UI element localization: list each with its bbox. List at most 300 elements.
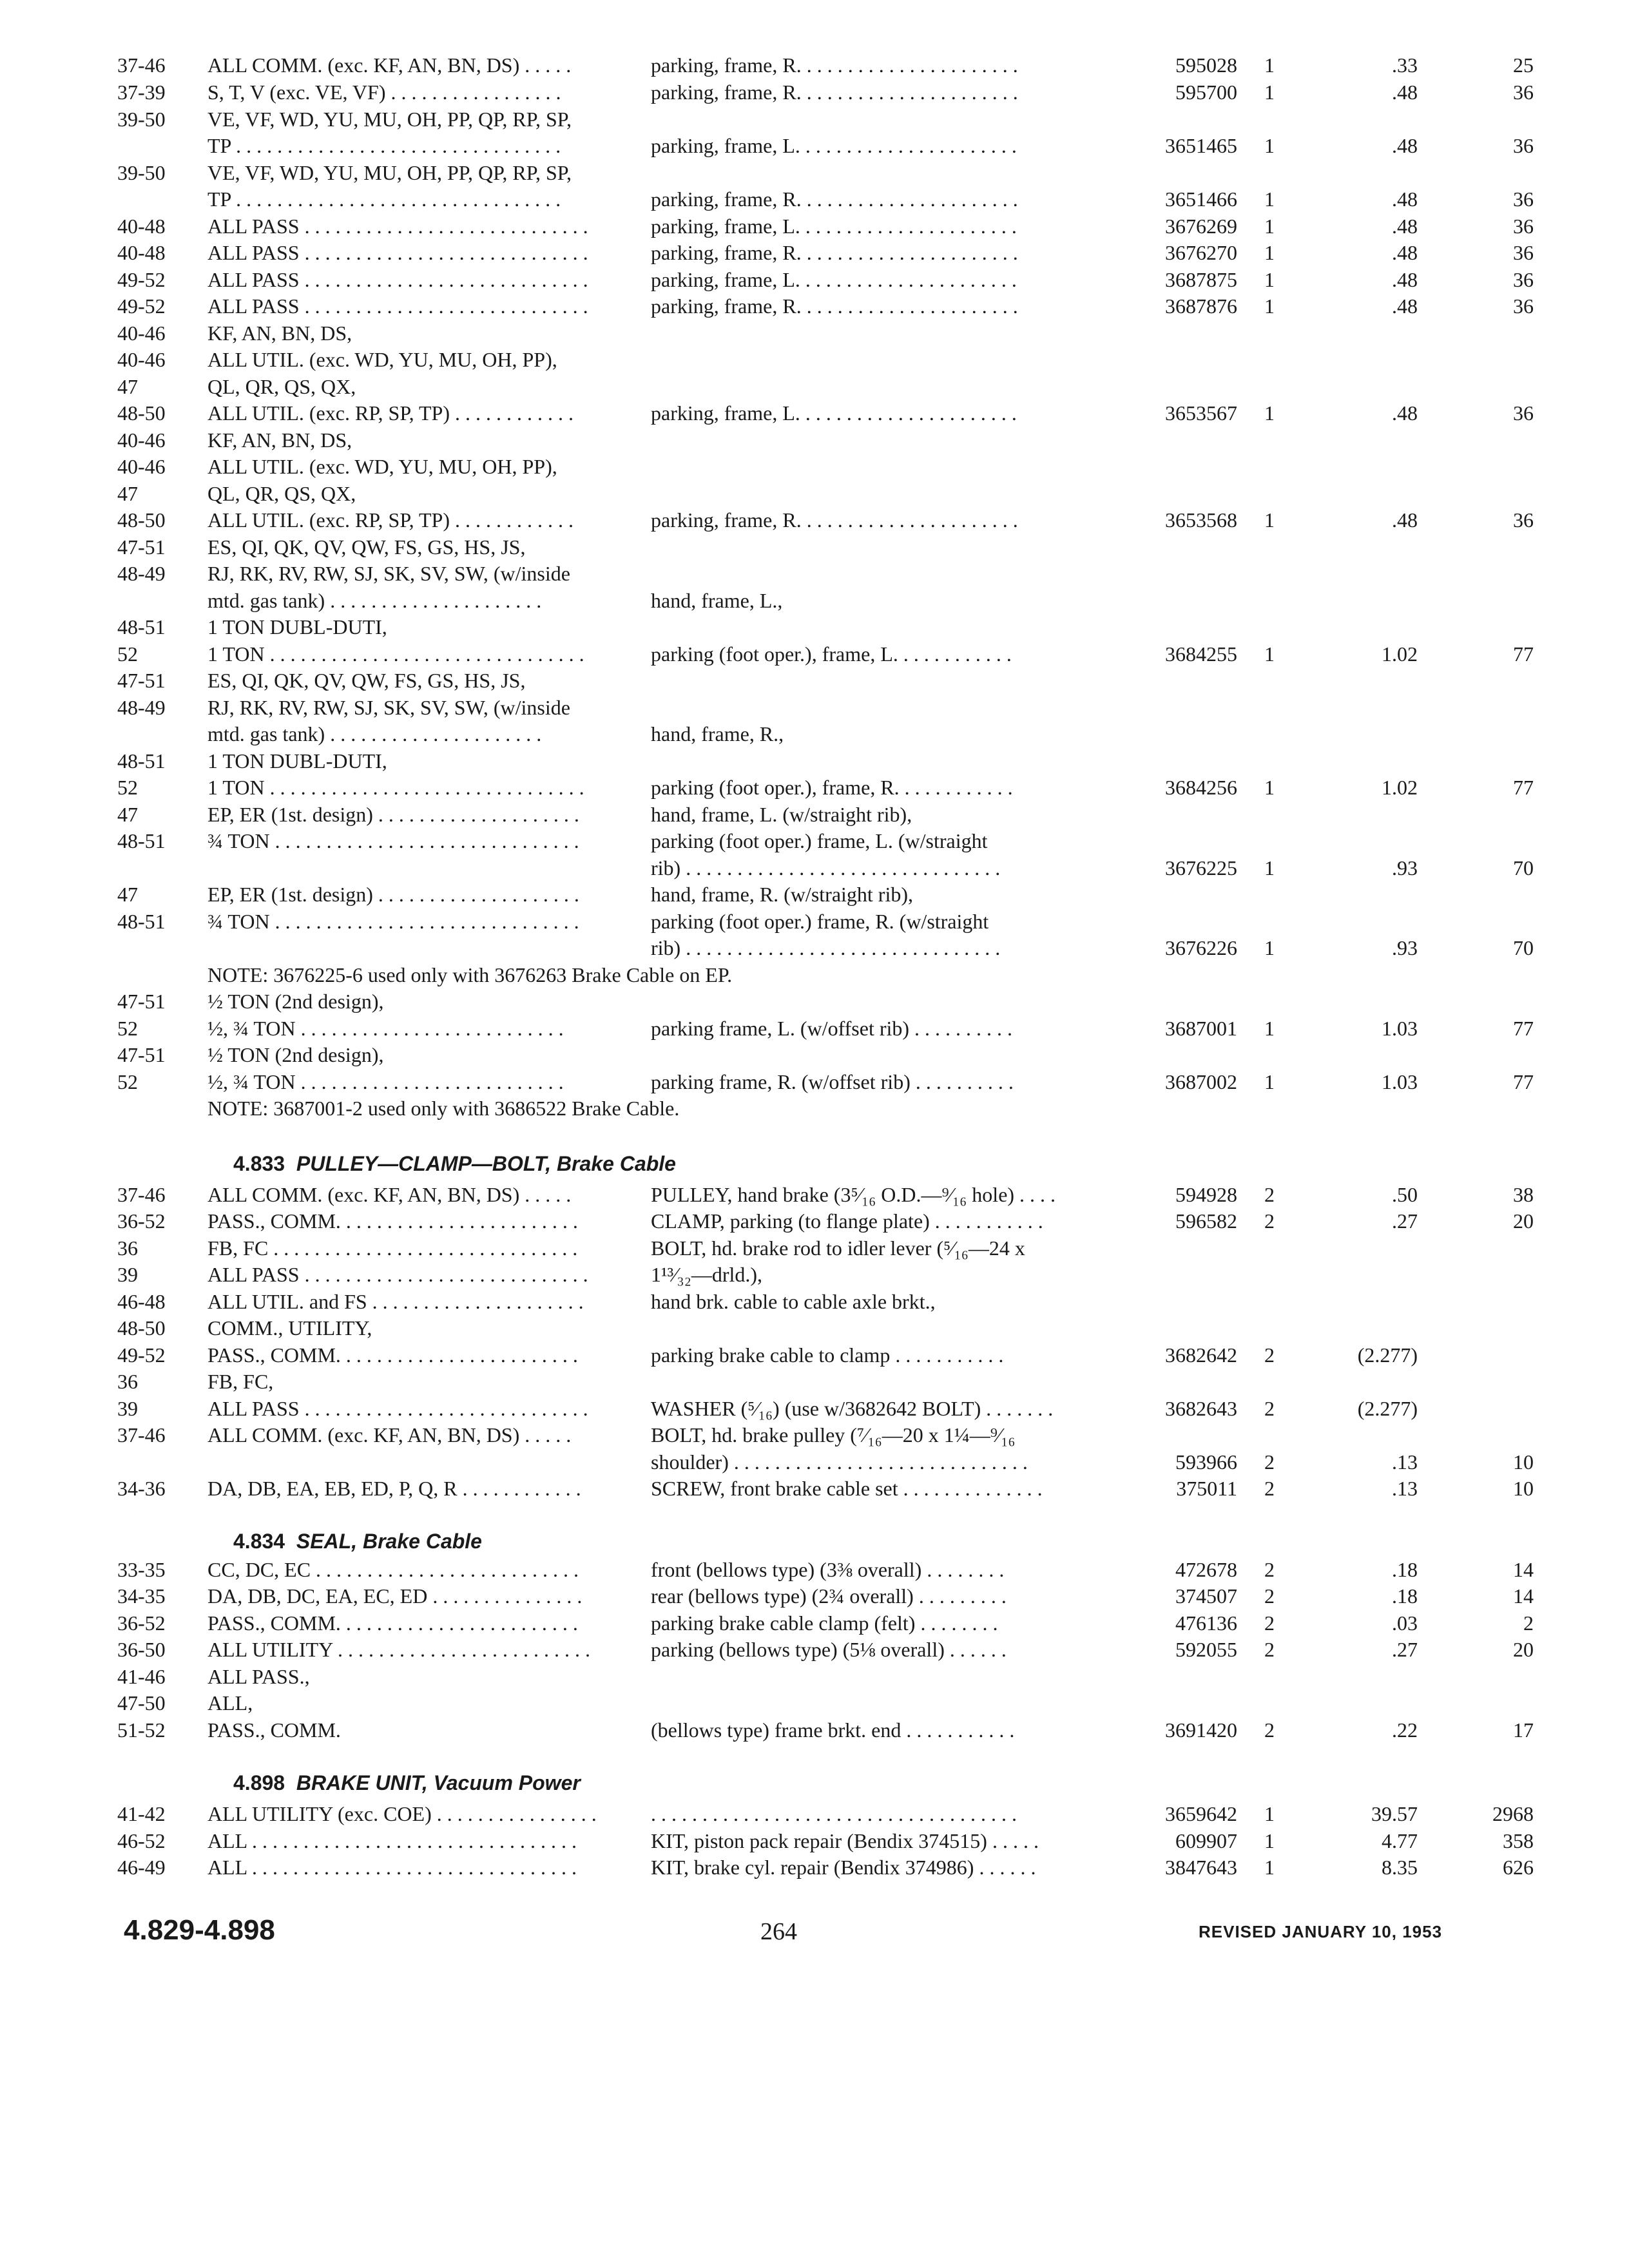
section-number: 4.898 (233, 1771, 285, 1794)
year-range: 47-51 (117, 669, 166, 692)
quantity: 1 (1264, 642, 1275, 666)
parts-row (0, 640, 1629, 668)
part-description: . . . . . . . . . . . . . . . . . . . . . . . . . . . . . . . . . . . . (651, 1802, 1017, 1825)
parts-row (0, 1261, 1629, 1288)
part-number: 3653567 (1165, 401, 1237, 425)
price: .13 (1392, 1450, 1418, 1474)
parts-row (0, 747, 1629, 774)
parts-row (0, 694, 1629, 721)
note-text: NOTE: 3687001-2 used only with 3686522 Brake Cable. (207, 1097, 680, 1120)
year-range: 48-51 (117, 615, 166, 639)
quantity: 2 (1264, 1397, 1275, 1420)
weight: 36 (1513, 134, 1534, 157)
price: 8.35 (1382, 1856, 1418, 1879)
price: .48 (1392, 508, 1418, 532)
parts-row (0, 720, 1629, 747)
model-applicability: 1 TON DUBL-DUTI, (207, 615, 387, 639)
model-applicability: ALL . . . . . . . . . . . . . . . . . . . . . . . . . . . . . . . . (207, 1829, 577, 1852)
model-applicability: 1 TON DUBL-DUTI, (207, 749, 387, 773)
parts-row (0, 1636, 1629, 1663)
price: .50 (1392, 1183, 1418, 1206)
weight: 626 (1503, 1856, 1534, 1879)
parts-row (0, 587, 1629, 614)
year-range: 48-51 (117, 749, 166, 773)
part-number: 3691420 (1165, 1718, 1237, 1742)
year-range: 48-49 (117, 696, 166, 719)
year-range: 52 (117, 1070, 138, 1093)
parts-row (0, 1041, 1629, 1068)
year-range: 48-51 (117, 910, 166, 933)
note-row (0, 1095, 1629, 1122)
price: 1.02 (1382, 642, 1418, 666)
parts-row (0, 774, 1629, 801)
parts-row (0, 1314, 1629, 1341)
year-range: 47 (117, 883, 138, 906)
part-number: 3682643 (1165, 1397, 1237, 1420)
section-heading (233, 1149, 676, 1178)
model-applicability: FB, FC . . . . . . . . . . . . . . . . . . . . . . . . . . . . . . (207, 1236, 578, 1260)
year-range: 36-52 (117, 1611, 166, 1635)
section-number: 4.834 (233, 1530, 285, 1553)
part-number: 476136 (1175, 1611, 1237, 1635)
part-number: 3687001 (1165, 1017, 1237, 1040)
quantity: 1 (1264, 268, 1275, 291)
parts-row (0, 320, 1629, 347)
parts-row (0, 881, 1629, 908)
year-range: 36 (117, 1236, 138, 1260)
year-range: 39-50 (117, 108, 166, 131)
price: .48 (1392, 241, 1418, 264)
part-description: parking, frame, R. . . . . . . . . . . . . . . . . . . . . . (651, 294, 1018, 318)
weight: 20 (1513, 1209, 1534, 1233)
weight: 20 (1513, 1638, 1534, 1661)
weight: 36 (1513, 508, 1534, 532)
model-applicability: ALL PASS . . . . . . . . . . . . . . . . . . . . . . . . . . . . (207, 294, 588, 318)
part-description: KIT, piston pack repair (Bendix 374515) . . . . . (651, 1829, 1039, 1852)
model-applicability: KF, AN, BN, DS, (207, 428, 352, 452)
model-applicability: ALL UTILITY (exc. COE) . . . . . . . . . . . . . . . . (207, 1802, 597, 1825)
weight: 36 (1513, 241, 1534, 264)
part-number: 472678 (1175, 1558, 1237, 1581)
price: .93 (1392, 856, 1418, 879)
year-range: 40-48 (117, 215, 166, 238)
part-description: 1¹³⁄₃₂—drld.), (651, 1263, 763, 1286)
model-applicability: ½, ¾ TON . . . . . . . . . . . . . . . . . . . . . . . . . . (207, 1017, 564, 1040)
price: .48 (1392, 134, 1418, 157)
parts-row (0, 1395, 1629, 1422)
part-number: 3847643 (1165, 1856, 1237, 1879)
model-applicability: ½, ¾ TON . . . . . . . . . . . . . . . . . . . . . . . . . . (207, 1070, 564, 1093)
section-number: 4.833 (233, 1152, 285, 1175)
weight: 14 (1513, 1558, 1534, 1581)
parts-row (0, 1475, 1629, 1502)
quantity: 1 (1264, 1829, 1275, 1852)
section-title: BRAKE UNIT, Vacuum Power (296, 1771, 581, 1794)
model-applicability: QL, QR, QS, QX, (207, 375, 356, 398)
weight: 17 (1513, 1718, 1534, 1742)
part-number: 375011 (1176, 1477, 1237, 1500)
model-applicability: TP . . . . . . . . . . . . . . . . . . . . . . . . . . . . . . . . (207, 187, 561, 211)
price: .48 (1392, 81, 1418, 104)
year-range: 33-35 (117, 1558, 166, 1581)
model-applicability: EP, ER (1st. design) . . . . . . . . . . . . . . . . . . . . (207, 803, 579, 826)
model-applicability: PASS., COMM. . . . . . . . . . . . . . . . . . . . . . . . (207, 1343, 578, 1367)
quantity: 2 (1264, 1558, 1275, 1581)
parts-row (0, 1689, 1629, 1716)
quantity: 1 (1264, 53, 1275, 77)
year-range: 48-50 (117, 1316, 166, 1340)
parts-row (0, 827, 1629, 854)
price: 4.77 (1382, 1829, 1418, 1852)
part-number: 595700 (1175, 81, 1237, 104)
model-applicability: ALL PASS . . . . . . . . . . . . . . . . . . . . . . . . . . . . (207, 268, 588, 291)
year-range: 49-52 (117, 1343, 166, 1367)
quantity: 2 (1264, 1718, 1275, 1742)
quantity: 1 (1264, 294, 1275, 318)
part-number: 3653568 (1165, 508, 1237, 532)
model-applicability: ALL UTIL. (exc. WD, YU, MU, OH, PP), (207, 348, 557, 371)
model-applicability: 1 TON . . . . . . . . . . . . . . . . . . . . . . . . . . . . . . . (207, 642, 584, 666)
parts-row (0, 1368, 1629, 1395)
part-number: 3651465 (1165, 134, 1237, 157)
part-description: hand, frame, L., (651, 589, 783, 612)
quantity: 1 (1264, 1070, 1275, 1093)
model-applicability: VE, VF, WD, YU, MU, OH, PP, QP, RP, SP, (207, 108, 572, 131)
part-number: 3651466 (1165, 187, 1237, 211)
year-range: 46-49 (117, 1856, 166, 1879)
parts-row (0, 1854, 1629, 1881)
parts-row (0, 1068, 1629, 1095)
part-description: BOLT, hd. brake pulley (⁷⁄₁₆—20 x 1¼—⁹⁄₁₆ (651, 1423, 1016, 1446)
parts-row (0, 1610, 1629, 1637)
model-applicability: ALL PASS., (207, 1665, 310, 1688)
model-applicability: PASS., COMM. . . . . . . . . . . . . . . . . . . . . . . . (207, 1209, 578, 1233)
model-applicability: ALL, (207, 1691, 253, 1715)
price: 1.03 (1382, 1070, 1418, 1093)
quantity: 2 (1264, 1477, 1275, 1500)
model-applicability: DA, DB, EA, EB, ED, P, Q, R . . . . . . . . . . . . (207, 1477, 581, 1500)
quantity: 2 (1264, 1450, 1275, 1474)
weight: 77 (1513, 1017, 1534, 1040)
section-title: PULLEY—CLAMP—BOLT, Brake Cable (296, 1152, 676, 1175)
weight: 2 (1523, 1611, 1534, 1635)
part-number: 593966 (1175, 1450, 1237, 1474)
price: .93 (1392, 936, 1418, 959)
year-range: 48-50 (117, 401, 166, 425)
part-description: parking, frame, R. . . . . . . . . . . . . . . . . . . . . . (651, 53, 1018, 77)
parts-row (0, 480, 1629, 507)
year-range: 36-50 (117, 1638, 166, 1661)
parts-row (0, 1582, 1629, 1610)
section-heading (233, 1527, 482, 1555)
part-description: SCREW, front brake cable set . . . . . . . . . . . . . . (651, 1477, 1043, 1500)
parts-row (0, 1235, 1629, 1262)
model-applicability: COMM., UTILITY, (207, 1316, 372, 1340)
section-title: SEAL, Brake Cable (296, 1530, 482, 1553)
year-range: 52 (117, 642, 138, 666)
price: .33 (1392, 53, 1418, 77)
model-applicability: ALL PASS . . . . . . . . . . . . . . . . . . . . . . . . . . . . (207, 1397, 588, 1420)
part-description: parking, frame, R. . . . . . . . . . . . . . . . . . . . . . (651, 187, 1018, 211)
parts-row (0, 533, 1629, 561)
section-heading (233, 1769, 581, 1797)
parts-row (0, 1341, 1629, 1369)
price: .48 (1392, 401, 1418, 425)
parts-row (0, 52, 1629, 79)
price: (2.277) (1357, 1397, 1418, 1420)
revision-date: REVISED JANUARY 10, 1953 (1199, 1922, 1443, 1941)
model-applicability: DA, DB, DC, EA, EC, ED . . . . . . . . . . . . . . . (207, 1584, 583, 1608)
year-range: 40-46 (117, 428, 166, 452)
year-range: 41-42 (117, 1802, 166, 1825)
year-range: 39 (117, 1397, 138, 1420)
parts-row (0, 1015, 1629, 1042)
weight: 36 (1513, 187, 1534, 211)
parts-row (0, 1421, 1629, 1448)
part-description: parking brake cable to clamp . . . . . . . . . . . (651, 1343, 1004, 1367)
part-number: 374507 (1175, 1584, 1237, 1608)
quantity: 2 (1264, 1638, 1275, 1661)
quantity: 1 (1264, 1017, 1275, 1040)
parts-row (0, 373, 1629, 400)
parts-row (0, 1800, 1629, 1827)
model-applicability: ALL UTIL. and FS . . . . . . . . . . . . . . . . . . . . . (207, 1290, 584, 1313)
parts-row (0, 506, 1629, 533)
parts-row (0, 934, 1629, 961)
model-applicability: ALL PASS . . . . . . . . . . . . . . . . . . . . . . . . . . . . (207, 1263, 588, 1286)
part-description: front (bellows type) (3⅜ overall) . . . . . . . . (651, 1558, 1005, 1581)
parts-row (0, 427, 1629, 454)
model-applicability: ALL UTILITY . . . . . . . . . . . . . . . . . . . . . . . . . (207, 1638, 590, 1661)
part-number: 3659642 (1165, 1802, 1237, 1825)
year-range: 46-52 (117, 1829, 166, 1852)
weight: 36 (1513, 81, 1534, 104)
parts-row (0, 1448, 1629, 1475)
year-range: 36 (117, 1370, 138, 1393)
part-description: parking, frame, R. . . . . . . . . . . . . . . . . . . . . . (651, 81, 1018, 104)
weight: 10 (1513, 1450, 1534, 1474)
model-applicability: PASS., COMM. (207, 1718, 341, 1742)
parts-row (0, 667, 1629, 694)
weight: 70 (1513, 936, 1534, 959)
price: .18 (1392, 1584, 1418, 1608)
price: .03 (1392, 1611, 1418, 1635)
part-description: BOLT, hd. brake rod to idler lever (⁵⁄₁₆—24 x (651, 1236, 1025, 1260)
parts-row (0, 1181, 1629, 1208)
price: .27 (1392, 1638, 1418, 1661)
price: 39.57 (1371, 1802, 1418, 1825)
model-applicability: EP, ER (1st. design) . . . . . . . . . . . . . . . . . . . . (207, 883, 579, 906)
part-number: 3687875 (1165, 268, 1237, 291)
year-range: 47-51 (117, 1043, 166, 1066)
part-description: parking, frame, R. . . . . . . . . . . . . . . . . . . . . . (651, 508, 1018, 532)
year-range: 47 (117, 375, 138, 398)
model-applicability: TP . . . . . . . . . . . . . . . . . . . . . . . . . . . . . . . . (207, 134, 561, 157)
note-row (0, 961, 1629, 988)
year-range: 46-48 (117, 1290, 166, 1313)
year-range: 48-51 (117, 829, 166, 852)
price: 1.02 (1382, 776, 1418, 799)
weight: 36 (1513, 401, 1534, 425)
year-range: 36-52 (117, 1209, 166, 1233)
quantity: 2 (1264, 1343, 1275, 1367)
part-description: rear (bellows type) (2¾ overall) . . . . . . . . . (651, 1584, 1007, 1608)
page-number: 264 (760, 1918, 797, 1945)
part-description: parking (bellows type) (5⅛ overall) . . . . . . (651, 1638, 1007, 1661)
parts-row (0, 854, 1629, 881)
model-applicability: ALL COMM. (exc. KF, AN, BN, DS) . . . . . (207, 1183, 572, 1206)
part-description: KIT, brake cyl. repair (Bendix 374986) . . . . . . (651, 1856, 1036, 1879)
year-range: 47-51 (117, 990, 166, 1013)
weight: 77 (1513, 642, 1534, 666)
model-applicability: ES, QI, QK, QV, QW, FS, GS, HS, JS, (207, 535, 526, 559)
weight: 77 (1513, 776, 1534, 799)
year-range: 48-49 (117, 562, 166, 585)
model-applicability: CC, DC, EC . . . . . . . . . . . . . . . . . . . . . . . . . . (207, 1558, 579, 1581)
year-range: 37-46 (117, 1423, 166, 1446)
parts-row (0, 988, 1629, 1015)
year-range: 39-50 (117, 161, 166, 184)
year-range: 34-36 (117, 1477, 166, 1500)
year-range: 49-52 (117, 268, 166, 291)
model-applicability: ALL PASS . . . . . . . . . . . . . . . . . . . . . . . . . . . . (207, 215, 588, 238)
model-applicability: ALL UTIL. (exc. RP, SP, TP) . . . . . . . . . . . . (207, 508, 574, 532)
model-applicability: S, T, V (exc. VE, VF) . . . . . . . . . . . . . . . . . (207, 81, 561, 104)
quantity: 1 (1264, 1802, 1275, 1825)
weight: 2968 (1492, 1802, 1534, 1825)
parts-row (0, 1207, 1629, 1235)
year-range: 40-48 (117, 241, 166, 264)
year-range: 47 (117, 482, 138, 505)
part-number: 592055 (1175, 1638, 1237, 1661)
model-applicability: ALL COMM. (exc. KF, AN, BN, DS) . . . . . (207, 53, 572, 77)
part-number: 3687002 (1165, 1070, 1237, 1093)
model-applicability: ALL PASS . . . . . . . . . . . . . . . . . . . . . . . . . . . . (207, 241, 588, 264)
parts-row (0, 79, 1629, 106)
model-applicability: 1 TON . . . . . . . . . . . . . . . . . . . . . . . . . . . . . . . (207, 776, 584, 799)
part-number: 594928 (1175, 1183, 1237, 1206)
weight: 25 (1513, 53, 1534, 77)
model-applicability: VE, VF, WD, YU, MU, OH, PP, QP, RP, SP, (207, 161, 572, 184)
model-applicability: ½ TON (2nd design), (207, 1043, 384, 1066)
price: .48 (1392, 294, 1418, 318)
part-description: rib) . . . . . . . . . . . . . . . . . . . . . . . . . . . . . . . (651, 936, 1001, 959)
quantity: 2 (1264, 1183, 1275, 1206)
quantity: 2 (1264, 1209, 1275, 1233)
model-applicability: ¾ TON . . . . . . . . . . . . . . . . . . . . . . . . . . . . . . (207, 829, 579, 852)
part-description: parking, frame, L. . . . . . . . . . . . . . . . . . . . . . (651, 268, 1017, 291)
year-range: 40-46 (117, 455, 166, 478)
part-number: 595028 (1175, 53, 1237, 77)
part-number: 609907 (1175, 1829, 1237, 1852)
part-description: hand, frame, R., (651, 722, 784, 745)
price: .27 (1392, 1209, 1418, 1233)
weight: 77 (1513, 1070, 1534, 1093)
price: .48 (1392, 187, 1418, 211)
price: .48 (1392, 268, 1418, 291)
parts-row (0, 239, 1629, 266)
quantity: 1 (1264, 81, 1275, 104)
year-range: 48-50 (117, 508, 166, 532)
model-applicability: RJ, RK, RV, RW, SJ, SK, SV, SW, (w/inside (207, 562, 570, 585)
quantity: 2 (1264, 1611, 1275, 1635)
part-description: parking (foot oper.), frame, R. . . . . . . . . . . . (651, 776, 1013, 799)
part-number: 596582 (1175, 1209, 1237, 1233)
year-range: 52 (117, 776, 138, 799)
model-applicability: mtd. gas tank) . . . . . . . . . . . . . . . . . . . . . (207, 722, 542, 745)
weight: 14 (1513, 1584, 1534, 1608)
parts-row (0, 1716, 1629, 1744)
model-applicability: ALL UTIL. (exc. WD, YU, MU, OH, PP), (207, 455, 557, 478)
quantity: 1 (1264, 1856, 1275, 1879)
parts-row (0, 293, 1629, 320)
model-applicability: ALL . . . . . . . . . . . . . . . . . . . . . . . . . . . . . . . . (207, 1856, 577, 1879)
parts-row (0, 1288, 1629, 1315)
part-description: parking, frame, R. . . . . . . . . . . . . . . . . . . . . . (651, 241, 1018, 264)
quantity: 1 (1264, 215, 1275, 238)
part-number: 3684255 (1165, 642, 1237, 666)
note-text: NOTE: 3676225-6 used only with 3676263 Brake Cable on EP. (207, 963, 733, 986)
part-description: shoulder) . . . . . . . . . . . . . . . . . . . . . . . . . . . . . (651, 1450, 1028, 1474)
quantity: 1 (1264, 776, 1275, 799)
model-applicability: ALL UTIL. (exc. RP, SP, TP) . . . . . . . . . . . . (207, 401, 574, 425)
year-range: 39 (117, 1263, 138, 1286)
parts-row (0, 1827, 1629, 1854)
year-range: 41-46 (117, 1665, 166, 1688)
year-range: 52 (117, 1017, 138, 1040)
price: .13 (1392, 1477, 1418, 1500)
year-range: 37-39 (117, 81, 166, 104)
parts-row (0, 1556, 1629, 1583)
part-description: CLAMP, parking (to flange plate) . . . . . . . . . . . (651, 1209, 1043, 1233)
weight: 36 (1513, 294, 1534, 318)
parts-row (0, 399, 1629, 427)
part-number: 3687876 (1165, 294, 1237, 318)
year-range: 37-46 (117, 1183, 166, 1206)
model-applicability: ½ TON (2nd design), (207, 990, 384, 1013)
model-applicability: KF, AN, BN, DS, (207, 322, 352, 345)
parts-row (0, 908, 1629, 935)
parts-row (0, 266, 1629, 293)
parts-row (0, 346, 1629, 373)
part-number: 3682642 (1165, 1343, 1237, 1367)
weight: 70 (1513, 856, 1534, 879)
part-description: parking (foot oper.) frame, R. (w/straight (651, 910, 989, 933)
year-range: 51-52 (117, 1718, 166, 1742)
part-description: parking (foot oper.) frame, L. (w/straight (651, 829, 988, 852)
parts-row (0, 613, 1629, 640)
weight: 36 (1513, 268, 1534, 291)
part-description: parking frame, L. (w/offset rib) . . . . . . . . . . (651, 1017, 1013, 1040)
model-applicability: FB, FC, (207, 1370, 274, 1393)
weight: 38 (1513, 1183, 1534, 1206)
quantity: 2 (1264, 1584, 1275, 1608)
part-description: parking, frame, L. . . . . . . . . . . . . . . . . . . . . . (651, 401, 1017, 425)
quantity: 1 (1264, 187, 1275, 211)
part-description: PULLEY, hand brake (3⁵⁄₁₆ O.D.—⁹⁄₁₆ hole) . . . . (651, 1183, 1056, 1206)
parts-row (0, 106, 1629, 133)
price: .48 (1392, 215, 1418, 238)
parts-row (0, 213, 1629, 240)
part-number: 3676269 (1165, 215, 1237, 238)
part-number: 3684256 (1165, 776, 1237, 799)
quantity: 1 (1264, 241, 1275, 264)
quantity: 1 (1264, 936, 1275, 959)
year-range: 37-46 (117, 53, 166, 77)
part-description: parking (foot oper.), frame, L. . . . . . . . . . . . (651, 642, 1012, 666)
price: 1.03 (1382, 1017, 1418, 1040)
model-applicability: ¾ TON . . . . . . . . . . . . . . . . . . . . . . . . . . . . . . (207, 910, 579, 933)
